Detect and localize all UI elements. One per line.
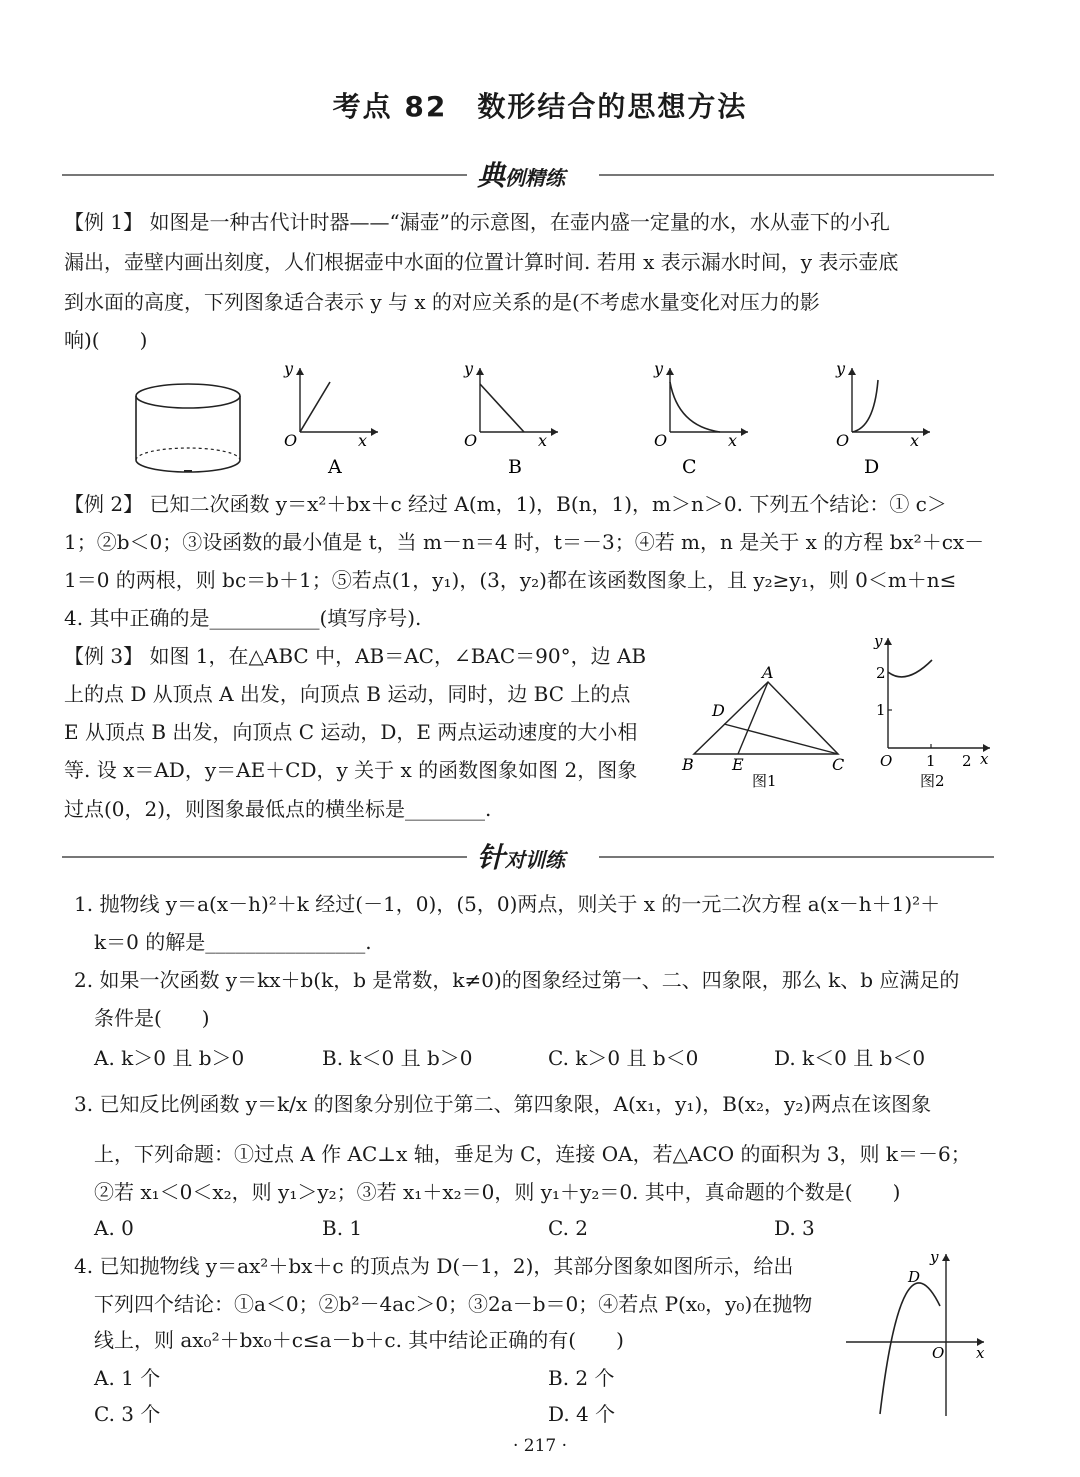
axis-x-label: x [358,431,368,450]
page-number: · 217 · [512,1436,568,1456]
q2-line-1: 2. 如果一次函数 y＝kx＋b(k，b 是常数，k≠0)的图象经过第一、二、四象限，那么 k、b 应满足的 [74,968,960,992]
q4-line-1: 4. 已知抛物线 y＝ax²＋bx＋c 的顶点为 D(－1，2)，其部分图象如图所示，给出 [74,1254,794,1278]
ex3-line-3: E 从顶点 B 出发，向顶点 C 运动，D，E 两点运动速度的大小相 [64,720,638,744]
vertex-b-label: B [682,755,694,774]
option-label: A [328,456,342,478]
section-rest: 对训练 [505,848,566,872]
graph-c [648,360,758,480]
origin-label: O [880,752,893,770]
q4-line-3: 线上，则 ax₀²＋bx₀＋c≤a－b＋c. 其中结论正确的有( ) [94,1328,624,1352]
ex1-line-3: 到水面的高度，下列图象适合表示 y 与 x 的对应关系的是(不考虑水量变化对压力的影 [64,290,820,314]
graph-a [278,360,388,480]
tick-y-2: 2 [876,664,886,682]
triangle-figure [676,660,860,792]
section-rest: 例精练 [505,166,566,190]
vertex-a-label: A [762,663,774,682]
ex3-line-4: 等. 设 x＝AD，y＝AE＋CD，y 关于 x 的函数图象如图 2，图象 [64,758,638,782]
divider [599,856,994,858]
tick-x-1: 1 [926,752,936,770]
function-graph-figure [868,630,998,792]
graph-b [458,360,568,480]
option-label: C [682,456,697,478]
axis-y-label: y [874,632,883,650]
option-label: D [864,456,880,478]
figure-caption: 图2 [920,772,945,790]
ex2-line-4: 4. 其中正确的是___________(填写序号). [64,606,422,630]
q3-option-c: C. 2 [548,1216,589,1240]
divider [599,174,994,176]
section-label [477,154,565,194]
origin-label: O [464,431,478,450]
q3-option-b: B. 1 [322,1216,363,1240]
q2-option-d: D. k＜0 且 b＜0 [774,1046,926,1070]
tick-x-2: 2 [962,752,972,770]
q2-option-a: A. k＞0 且 b＞0 [94,1046,245,1070]
q3-option-d: D. 3 [774,1216,815,1240]
figure-caption: 图1 [752,772,777,790]
divider [62,856,467,858]
q3-option-a: A. 0 [94,1216,134,1240]
origin-label: O [284,431,298,450]
axis-x-label: x [976,1344,985,1362]
point-d-label: D [712,701,725,720]
ex3-line-5: 过点(0，2)，则图象最低点的横坐标是________. [64,797,492,821]
q4-option-d: D. 4 个 [548,1402,616,1426]
ex2-line-1: 【例 2】 已知二次函数 y＝x²＋bx＋c 经过 A(m，1)，B(n，1)，m＞n＞0. 下列五个结论：① c＞ [64,492,947,516]
axis-x-label: x [538,431,548,450]
q4-option-c: C. 3 个 [94,1402,161,1426]
axis-x-label: x [910,431,920,450]
section-header-examples [62,160,994,190]
tick-y-1: 1 [876,701,886,719]
option-label: B [508,456,522,478]
page-title: 考点 82 数形结合的思想方法 [332,90,748,123]
q4-option-b: B. 2 个 [548,1366,615,1390]
q2-option-c: C. k＞0 且 b＜0 [548,1046,699,1070]
vertex-c-label: C [832,755,845,774]
section-big-char: 典 [477,159,506,192]
vertex-d-label: D [908,1268,921,1286]
q2-option-b: B. k＜0 且 b＞0 [322,1046,473,1070]
q3-line-3: ②若 x₁＜0＜x₂，则 y₁＞y₂；③若 x₁＋x₂＝0，则 y₁＋y₂＝0. 其中，真命题的个数是( ) [94,1180,901,1204]
section-label [477,836,565,876]
ex3-line-1: 【例 3】 如图 1，在△ABC 中，AB＝AC，∠BAC＝90°，边 AB [64,644,647,668]
axis-y-label: y [930,1248,939,1266]
ex2-line-3: 1＝0 的两根，则 bc＝b＋1；⑤若点(1，y₁)，(3，y₂)都在该函数图象上，且 y₂≥y₁，则 0＜m＋n≤ [64,568,957,592]
origin-label: O [932,1344,945,1362]
origin-label: O [654,431,668,450]
divider [62,174,467,176]
parabola-figure [840,1248,990,1420]
q1-line-2: k＝0 的解是________________. [94,930,372,954]
q2-line-2: 条件是( ) [94,1006,210,1030]
section-big-char: 针 [477,841,506,874]
ex2-line-2: 1；②b＜0；③设函数的最小值是 t，当 m－n＝4 时，t＝－3；④若 m，n 是关于 x 的方程 bx²＋cx－ [64,530,985,554]
q4-line-2: 下列四个结论：①a＜0；②b²－4ac＞0；③2a－b＝0；④若点 P(x₀，y₀)在抛物 [94,1292,813,1316]
axis-y-label: y [464,360,474,378]
axis-y-label: y [654,360,664,378]
q3-line-2: 上，下列命题：①过点 A 作 AC⊥x 轴，垂足为 C，连接 OA，若△ACO 的面积为 3，则 k＝－6； [94,1142,971,1166]
graph-d [830,360,940,480]
axis-x-label: x [728,431,738,450]
axis-y-label: y [284,360,294,378]
water-clock-figure [128,380,248,480]
ex3-line-2: 上的点 D 从顶点 A 出发，向顶点 B 运动，同时，边 BC 上的点 [64,682,631,706]
axis-x-label: x [980,750,989,768]
ex1-line-2: 漏出，壶壁内画出刻度，人们根据壶中水面的位置计算时间. 若用 x 表示漏水时间，y 表示壶底 [64,250,899,274]
point-e-label: E [732,755,744,774]
q4-option-a: A. 1 个 [94,1366,161,1390]
q3-line-1: 3. 已知反比例函数 y＝k/x 的图象分别位于第二、第四象限，A(x₁，y₁)，B(x₂，y₂)两点在该图象 [74,1092,932,1116]
section-header-training [62,842,994,872]
q1-line-1: 1. 抛物线 y＝a(x－h)²＋k 经过(－1，0)，(5，0)两点，则关于 x 的一元二次方程 a(x－h＋1)²＋ [74,892,941,916]
axis-y-label: y [836,360,846,378]
ex1-line-1: 【例 1】 如图是一种古代计时器——“漏壶”的示意图，在壶内盛一定量的水，水从壶下的小孔 [64,210,890,234]
ex1-line-4: 响)( ) [64,328,148,352]
origin-label: O [836,431,850,450]
